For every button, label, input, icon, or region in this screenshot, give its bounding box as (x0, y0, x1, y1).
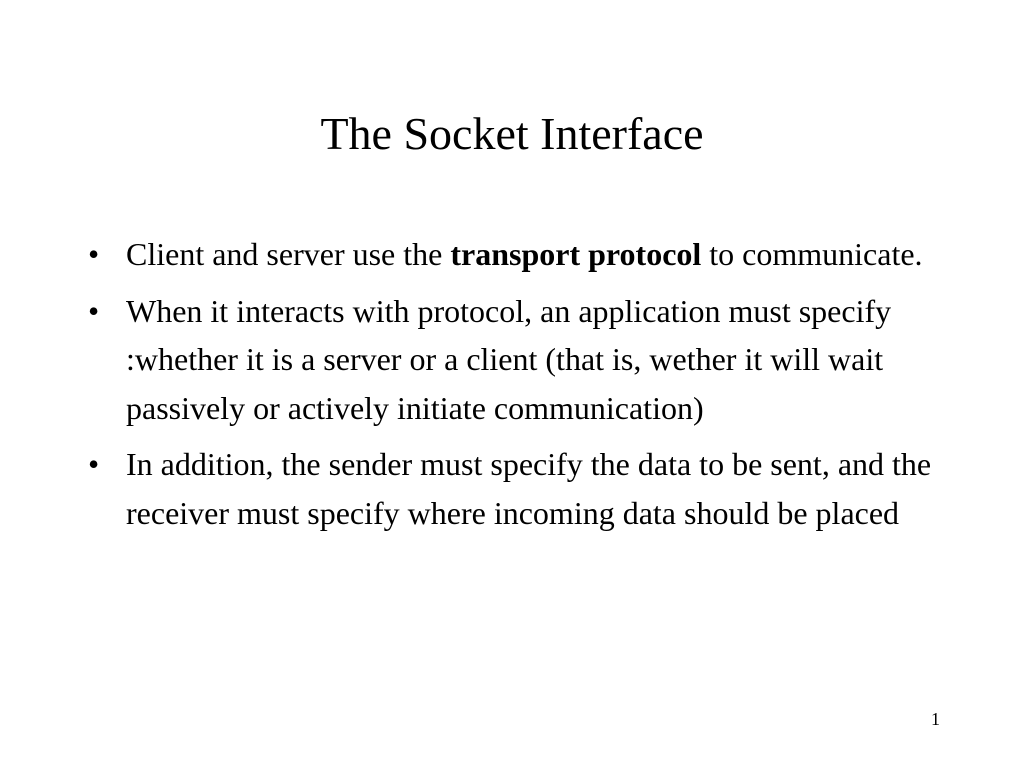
bullet-icon: • (88, 446, 100, 482)
bullet-1-text-end: to communicate. (701, 236, 923, 272)
bullet-icon: • (88, 236, 100, 272)
bullet-item-1 (78, 230, 948, 279)
page-number: 1 (931, 709, 940, 729)
bullet-2-text: When it interacts with protocol, an application must specify :whether it is a server or a client (that is, wether it will wait passively or actively initiate communication) (126, 292, 892, 426)
slide-title: The Socket Interface (320, 108, 704, 159)
bullet-item-2 (78, 287, 948, 433)
bullet-1-bold-text: transport protocol (450, 236, 702, 272)
bullet-list (78, 230, 948, 545)
bullet-icon: • (88, 292, 100, 329)
bullet-1-text-start: Client and server use the (126, 236, 451, 272)
bullet-item-3 (78, 440, 948, 537)
bullet-3-text: In addition, the sender must specify the data to be sent, and the receiver must specify where incoming data should be placed (126, 446, 932, 531)
